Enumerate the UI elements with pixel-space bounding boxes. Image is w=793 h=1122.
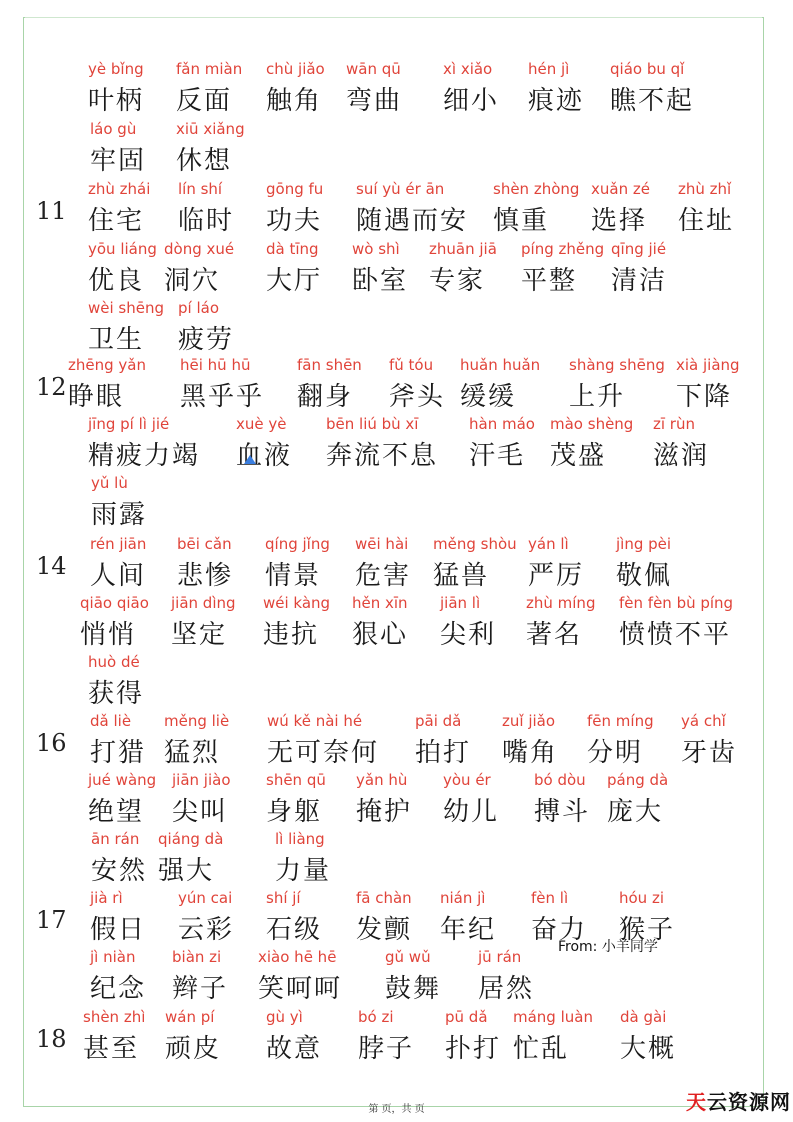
pinyin-label: dǎ liè [90,712,132,730]
hanzi-word: 卫生 [88,325,145,355]
pinyin-label: gōng fu [266,180,324,198]
hanzi-word: 绝望 [88,797,145,827]
pinyin-label: mào shèng [550,415,634,433]
hanzi-word: 假日 [90,915,147,945]
pinyin-label: jià rì [90,889,123,907]
hanzi-word: 猴子 [619,915,676,945]
pinyin-label: dòng xué [164,240,235,258]
hanzi-word: 拍打 [415,738,472,768]
hanzi-word: 缓缓 [460,382,517,412]
hanzi-word: 大厅 [266,266,323,296]
hanzi-word: 忙乱 [513,1034,570,1064]
hanzi-word: 牙齿 [681,738,738,768]
pinyin-label: fēn míng [587,712,654,730]
hanzi-word: 纪念 [90,974,147,1004]
hanzi-word: 弯曲 [346,86,403,116]
hanzi-word: 翻身 [297,382,354,412]
pinyin-label: píng zhěng [521,240,605,258]
hanzi-word: 幼儿 [443,797,500,827]
hanzi-word: 卧室 [352,266,409,296]
pinyin-label: wán pí [165,1008,215,1026]
hanzi-word: 奔流不息 [326,441,439,471]
pinyin-label: qiāo qiāo [80,594,149,612]
pinyin-label: nián jì [440,889,486,907]
hanzi-word: 选择 [591,206,648,236]
pinyin-label: wéi kàng [263,594,331,612]
hanzi-word: 清洁 [611,266,668,296]
hanzi-word: 上升 [569,382,626,412]
pinyin-label: hěn xīn [352,594,408,612]
pinyin-label: jiān lì [440,594,481,612]
pinyin-label: xuǎn zé [591,180,650,198]
word-row [0,535,793,595]
hanzi-word: 疲劳 [178,325,235,355]
pinyin-label: ān rán [91,830,140,848]
pinyin-label: fān shēn [297,356,362,374]
word-row [0,120,793,180]
word-row [0,180,793,240]
hanzi-word: 分明 [587,738,644,768]
hanzi-word: 脖子 [358,1034,415,1064]
pinyin-label: jīng pí lì jié [88,415,170,433]
pinyin-label: shàng shēng [569,356,665,374]
hanzi-word: 优良 [88,266,145,296]
pinyin-label: qīng jié [611,240,667,258]
pinyin-label: fǎn miàn [176,60,243,78]
hanzi-word: 顽皮 [165,1034,222,1064]
hanzi-word: 发颤 [356,915,413,945]
hanzi-word: 猛烈 [164,738,221,768]
word-row [0,60,793,120]
pinyin-label: zuǐ jiǎo [502,712,556,730]
hanzi-word: 临时 [178,206,235,236]
lesson-number: 11 [36,197,67,225]
hanzi-word: 猛兽 [433,561,490,591]
pinyin-label: wèi shēng [88,299,165,317]
pinyin-label: lì liàng [275,830,325,848]
lesson-number: 12 [36,373,67,401]
hanzi-word: 平整 [521,266,578,296]
hanzi-word: 鼓舞 [385,974,442,1004]
pinyin-label: jué wàng [88,771,157,789]
pinyin-label: zhēng yǎn [68,356,146,374]
word-row [0,830,793,890]
hanzi-word: 甚至 [83,1034,140,1064]
hanzi-word: 牢固 [90,146,147,176]
pinyin-label: zhù zhǐ [678,180,732,198]
hanzi-word: 斧头 [389,382,446,412]
lesson-number: 17 [36,906,67,934]
hanzi-word: 雨露 [91,500,148,530]
pinyin-label: yòu ér [443,771,491,789]
pinyin-label: huò dé [88,653,140,671]
pinyin-label: zī rùn [653,415,695,433]
pinyin-label: bēi cǎn [177,535,232,553]
pinyin-label: jiān dìng [171,594,236,612]
pinyin-label: xiū xiǎng [176,120,245,138]
hanzi-word: 掩护 [356,797,413,827]
pinyin-label: shēn qū [266,771,326,789]
hanzi-word: 笑呵呵 [258,974,343,1004]
hanzi-word: 细小 [443,86,500,116]
pinyin-label: dà tīng [266,240,319,258]
page-footer: 第 页，共 页 [368,1104,425,1115]
word-row [0,356,793,416]
pinyin-label: xià jiàng [676,356,740,374]
pinyin-label: měng liè [164,712,230,730]
pinyin-label: bó dòu [534,771,586,789]
pinyin-label: wān qū [346,60,401,78]
hanzi-word: 云彩 [178,915,235,945]
lesson-number: 18 [36,1025,67,1053]
hanzi-word: 嘴角 [502,738,559,768]
hanzi-word: 坚定 [171,620,228,650]
hanzi-word: 叶柄 [88,86,145,116]
lesson-number: 16 [36,729,67,757]
hanzi-word: 安然 [91,856,148,886]
hanzi-word: 危害 [355,561,412,591]
pinyin-label: qiáng dà [158,830,224,848]
pinyin-label: huǎn huǎn [460,356,541,374]
hanzi-word: 悄悄 [80,620,137,650]
hanzi-word: 无可奈何 [267,738,380,768]
pinyin-label: wò shì [352,240,400,258]
pinyin-label: gǔ wǔ [385,948,431,966]
hanzi-word: 庞大 [607,797,664,827]
pinyin-label: shèn zhòng [493,180,580,198]
hanzi-word: 严厉 [528,561,585,591]
pinyin-label: fǔ tóu [389,356,434,374]
pinyin-label: fèn lì [531,889,569,907]
pinyin-label: lín shí [178,180,223,198]
pinyin-label: láo gù [90,120,137,138]
pinyin-label: pū dǎ [445,1008,488,1026]
word-row [0,889,793,949]
pinyin-label: zhù zhái [88,180,151,198]
word-row [0,240,793,300]
hanzi-word: 敬佩 [616,561,673,591]
hanzi-word: 奋力 [531,915,588,945]
word-row [0,1008,793,1068]
pinyin-label: pí láo [178,299,219,317]
site-watermark: 天云资源网 [686,1090,791,1114]
pinyin-label: bēn liú bù xī [326,415,419,433]
pinyin-label: wú kě nài hé [267,712,363,730]
hanzi-word: 强大 [158,856,215,886]
hanzi-word: 休想 [176,146,233,176]
hanzi-word: 下降 [676,382,733,412]
pinyin-label: yán lì [528,535,569,553]
hanzi-word: 血液 [236,441,293,471]
hanzi-word: 居然 [478,974,535,1004]
pinyin-label: qiáo bu qǐ [610,60,685,78]
author-note: From: 小羊同学 [558,939,658,955]
word-row [0,299,793,359]
pinyin-label: shèn zhì [83,1008,146,1026]
hanzi-word: 洞穴 [164,266,221,296]
pinyin-label: xuè yè [236,415,287,433]
hanzi-word: 住宅 [88,206,145,236]
hanzi-word: 力量 [275,856,332,886]
hanzi-word: 滋润 [653,441,710,471]
pinyin-label: zhuān jiā [429,240,497,258]
hanzi-word: 尖利 [440,620,497,650]
hanzi-word: 茂盛 [550,441,607,471]
page-border-top [25,17,762,18]
hanzi-word: 人间 [90,561,147,591]
hanzi-word: 身躯 [266,797,323,827]
pinyin-label: fā chàn [356,889,412,907]
hanzi-word: 住址 [678,206,735,236]
pinyin-label: pāi dǎ [415,712,462,730]
hanzi-word: 石级 [266,915,323,945]
pinyin-label: zhù míng [526,594,596,612]
hanzi-word: 功夫 [266,206,323,236]
pinyin-label: biàn zi [172,948,222,966]
pinyin-label: chù jiǎo [266,60,325,78]
hanzi-word: 打猎 [90,738,147,768]
hanzi-word: 随遇而安 [356,206,469,236]
hanzi-word: 违抗 [263,620,320,650]
hanzi-word: 狠心 [352,620,409,650]
hanzi-word: 辫子 [172,974,229,1004]
pinyin-label: jì niàn [90,948,136,966]
word-row [0,712,793,772]
pinyin-label: yún cai [178,889,233,907]
hanzi-word: 瞧不起 [610,86,695,116]
pinyin-label: bó zi [358,1008,394,1026]
hanzi-word: 大概 [620,1034,677,1064]
hanzi-word: 汗毛 [469,441,526,471]
word-row [0,653,793,713]
pinyin-label: wēi hài [355,535,409,553]
hanzi-word: 悲惨 [177,561,234,591]
pinyin-label: hàn máo [469,415,535,433]
hanzi-word: 获得 [88,679,145,709]
hanzi-word: 精疲力竭 [88,441,201,471]
hanzi-word: 专家 [429,266,486,296]
hanzi-word: 尖叫 [172,797,229,827]
pinyin-label: dà gài [620,1008,667,1026]
pinyin-label: jū rán [478,948,522,966]
pinyin-label: xì xiǎo [443,60,493,78]
pinyin-label: gù yì [266,1008,303,1026]
word-row [0,948,793,1008]
hanzi-word: 触角 [266,86,323,116]
lesson-number: 14 [36,552,67,580]
hanzi-word: 情景 [265,561,322,591]
pinyin-label: rén jiān [90,535,147,553]
hanzi-word: 搏斗 [534,797,591,827]
pinyin-label: hóu zi [619,889,664,907]
hanzi-word: 黑乎乎 [180,382,265,412]
hanzi-word: 睁眼 [68,382,125,412]
pinyin-label: páng dà [607,771,669,789]
word-row [0,771,793,831]
word-row [0,474,793,534]
pinyin-label: yǎn hù [356,771,408,789]
hanzi-word: 故意 [266,1034,323,1064]
hanzi-word: 慎重 [493,206,550,236]
pinyin-label: fèn fèn bù píng [619,594,734,612]
pinyin-label: měng shòu [433,535,517,553]
pinyin-label: xiào hē hē [258,948,337,966]
pinyin-label: máng luàn [513,1008,593,1026]
pinyin-label: suí yù ér ān [356,180,445,198]
pinyin-label: jìng pèi [616,535,672,553]
hanzi-word: 年纪 [440,915,497,945]
hanzi-word: 愤愤不平 [619,620,732,650]
hanzi-word: 反面 [176,86,233,116]
pinyin-label: jiān jiào [172,771,231,789]
word-row [0,594,793,654]
hanzi-word: 著名 [526,620,583,650]
pinyin-label: qíng jǐng [265,535,330,553]
pinyin-label: yǔ lù [91,474,128,492]
cursor-marker-icon [244,455,256,464]
pinyin-label: yá chǐ [681,712,726,730]
pinyin-label: hēi hū hū [180,356,251,374]
pinyin-label: yōu liáng [88,240,157,258]
word-row [0,415,793,475]
pinyin-label: yè bǐng [88,60,144,78]
hanzi-word: 扑打 [445,1034,502,1064]
hanzi-word: 痕迹 [528,86,585,116]
pinyin-label: hén jì [528,60,570,78]
pinyin-label: shí jí [266,889,301,907]
